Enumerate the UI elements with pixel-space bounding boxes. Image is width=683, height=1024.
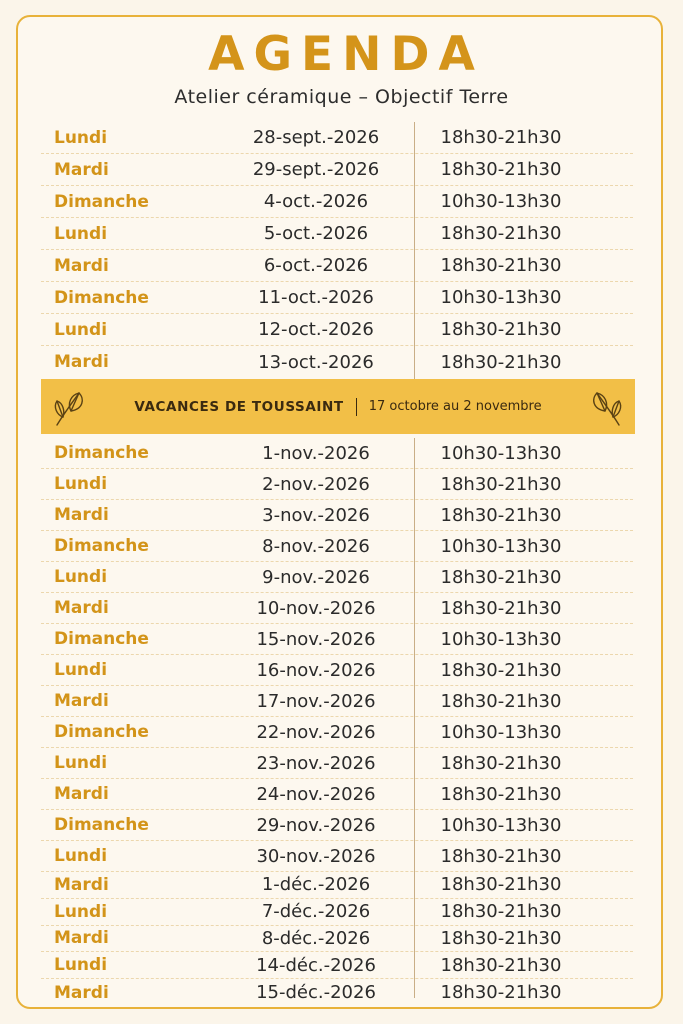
day-label: Mardi [54,598,109,618]
schedule-row [41,469,633,500]
schedule-row [41,122,633,154]
day-label: Lundi [54,846,108,866]
date-label: 23-nov.-2026 [256,752,376,774]
time-label: 10h30-13h30 [440,287,562,308]
date-label: 1-déc.-2026 [261,874,371,896]
schedule-row [41,186,633,218]
time-label: 18h30-21h30 [440,954,562,976]
date-label: 15-nov.-2026 [256,628,376,650]
date-label: 1-nov.-2026 [262,442,370,464]
date-label: 5-oct.-2026 [263,223,369,244]
time-label: 10h30-13h30 [440,814,562,836]
schedule-row [41,748,633,779]
day-label: Lundi [54,901,108,922]
day-label: Lundi [54,319,108,340]
schedule-row [41,810,633,841]
date-label: 14-déc.-2026 [256,954,376,976]
time-label: 18h30-21h30 [440,504,562,526]
time-label: 10h30-13h30 [440,628,562,650]
schedule-row [41,899,633,926]
time-label: 18h30-21h30 [440,927,562,949]
date-label: 6-oct.-2026 [263,255,369,276]
page-subtitle: Atelier céramique – Objectif Terre [174,86,509,108]
day-label: Mardi [54,159,109,180]
schedule-row [41,531,633,562]
date-label: 28-sept.-2026 [252,127,380,148]
schedule-row [41,593,633,624]
time-label: 10h30-13h30 [440,721,562,743]
schedule-row [41,282,633,314]
date-label: 2-nov.-2026 [262,473,370,495]
schedule-row [41,218,633,250]
time-label: 18h30-21h30 [440,659,562,681]
date-label: 10-nov.-2026 [256,597,376,619]
time-label: 18h30-21h30 [440,255,562,276]
schedule-row [41,841,633,872]
schedule-row [41,655,633,686]
page-title: AGENDA [208,27,484,82]
day-label: Mardi [54,874,109,895]
day-label: Dimanche [54,629,149,649]
time-label: 18h30-21h30 [440,982,562,1004]
day-label: Mardi [54,691,109,711]
date-label: 9-nov.-2026 [262,566,370,588]
time-label: 18h30-21h30 [440,597,562,619]
day-label: Mardi [54,982,109,1003]
schedule-table-before [41,122,633,378]
day-label: Lundi [54,660,108,680]
schedule-row [41,952,633,979]
schedule-row [41,779,633,810]
holiday-dates: 17 octobre au 2 novembre [368,399,542,414]
schedule-row [41,979,633,1006]
day-label: Lundi [54,127,108,148]
date-label: 8-nov.-2026 [262,535,370,557]
leaf-icon [587,385,627,429]
date-label: 29-sept.-2026 [252,159,380,180]
time-label: 18h30-21h30 [440,874,562,896]
time-label: 18h30-21h30 [440,159,562,180]
day-label: Lundi [54,567,108,587]
day-label: Dimanche [54,287,149,308]
schedule-row [41,926,633,953]
day-label: Dimanche [54,191,149,212]
day-label: Mardi [54,505,109,525]
time-label: 18h30-21h30 [440,566,562,588]
time-label: 18h30-21h30 [440,783,562,805]
schedule-row [41,500,633,531]
schedule-table-after [41,438,633,1006]
holiday-banner [41,379,635,434]
holiday-separator [356,398,357,416]
day-label: Mardi [54,352,109,372]
schedule-row [41,624,633,655]
time-label: 10h30-13h30 [440,191,562,212]
time-label: 18h30-21h30 [440,690,562,712]
date-label: 8-déc.-2026 [261,927,371,949]
time-label: 18h30-21h30 [440,127,562,148]
day-label: Lundi [54,223,108,244]
time-label: 18h30-21h30 [440,901,562,923]
time-label: 18h30-21h30 [440,319,562,340]
day-label: Dimanche [54,815,149,835]
date-label: 30-nov.-2026 [256,845,376,867]
time-label: 18h30-21h30 [440,845,562,867]
date-label: 17-nov.-2026 [256,690,376,712]
holiday-title: VACANCES DE TOUSSAINT [134,398,344,415]
date-label: 29-nov.-2026 [256,814,376,836]
date-label: 13-oct.-2026 [258,351,374,373]
day-label: Lundi [54,753,108,773]
schedule-row [41,154,633,186]
schedule-row [41,346,633,378]
day-label: Lundi [54,474,108,494]
schedule-row [41,686,633,717]
date-label: 12-oct.-2026 [258,319,374,340]
time-label: 10h30-13h30 [440,442,562,464]
schedule-row [41,438,633,469]
date-label: 11-oct.-2026 [258,287,374,308]
date-label: 15-déc.-2026 [256,982,376,1004]
schedule-row [41,314,633,346]
schedule-row [41,562,633,593]
time-label: 18h30-21h30 [440,351,562,373]
day-label: Dimanche [54,443,149,463]
date-label: 3-nov.-2026 [262,504,370,526]
day-label: Lundi [54,955,108,976]
date-label: 7-déc.-2026 [261,901,371,923]
time-label: 18h30-21h30 [440,223,562,244]
date-label: 24-nov.-2026 [256,783,376,805]
date-label: 16-nov.-2026 [256,659,376,681]
day-label: Mardi [54,928,109,949]
date-label: 22-nov.-2026 [256,721,376,743]
time-label: 18h30-21h30 [440,473,562,495]
day-label: Dimanche [54,536,149,556]
schedule-row [41,250,633,282]
holiday-text [41,379,635,434]
day-label: Dimanche [54,722,149,742]
time-label: 18h30-21h30 [440,752,562,774]
date-label: 4-oct.-2026 [263,191,369,212]
schedule-row [41,872,633,899]
day-label: Mardi [54,255,109,276]
time-label: 10h30-13h30 [440,535,562,557]
day-label: Mardi [54,784,109,804]
schedule-row [41,717,633,748]
